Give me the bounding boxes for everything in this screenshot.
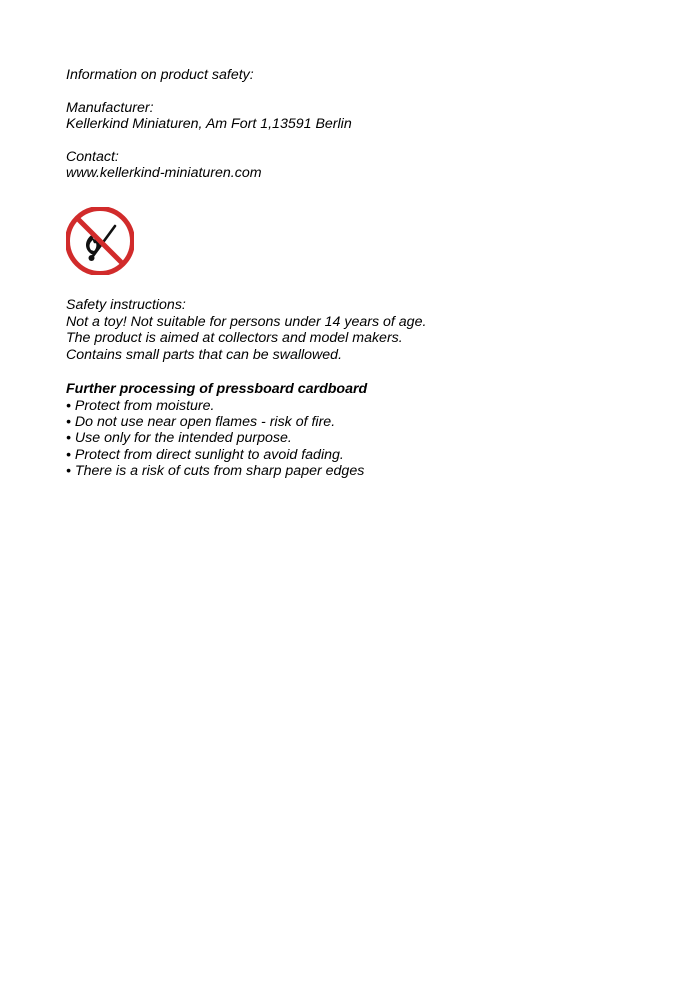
manufacturer-label: Manufacturer:	[66, 100, 154, 116]
processing-bullet: • Protect from moisture.	[66, 398, 215, 414]
processing-heading: Further processing of pressboard cardboard	[66, 381, 368, 397]
manufacturer-value: Kellerkind Miniaturen, Am Fort 1,13591 Berlin	[66, 116, 352, 132]
processing-bullet: • Protect from direct sunlight to avoid fading.	[66, 447, 344, 463]
contact-label: Contact:	[66, 149, 119, 165]
safety-line: Contains small parts that can be swallowed.	[66, 347, 343, 363]
safety-line: Not a toy! Not suitable for persons under 14 years of age.	[66, 314, 427, 330]
contact-website: www.kellerkind-miniaturen.com	[66, 165, 262, 181]
no-open-flame-prohibition-icon	[66, 207, 134, 275]
processing-bullet: • There is a risk of cuts from sharp paper edges	[66, 463, 365, 479]
intro-heading: Information on product safety:	[66, 67, 254, 83]
safety-line: The product is aimed at collectors and model makers.	[66, 330, 403, 346]
processing-bullet: • Do not use near open flames - risk of fire.	[66, 414, 336, 430]
processing-bullet: • Use only for the intended purpose.	[66, 430, 292, 446]
safety-instructions-label: Safety instructions:	[66, 297, 186, 313]
